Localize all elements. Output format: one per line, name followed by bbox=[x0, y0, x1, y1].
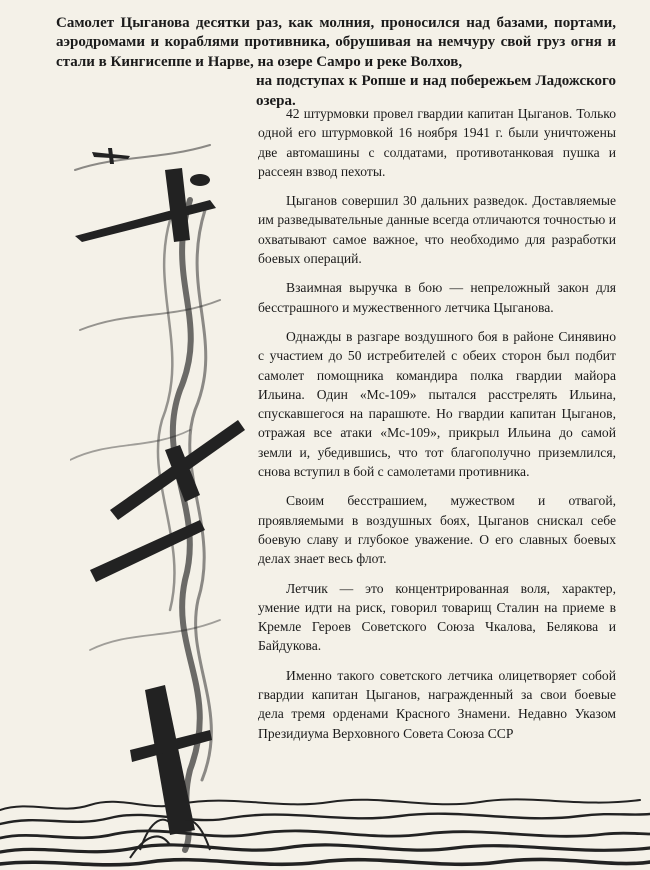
aircraft-combat-illustration bbox=[70, 130, 255, 860]
plane-top bbox=[75, 168, 216, 242]
paragraph-razvedki: Цыганов совершил 30 дальних разведок. Доставляемые им разведывательные данные всегда отличаются точностью и охватывают самое важное, что необходимо для разработки боевых операций. bbox=[258, 193, 616, 267]
paragraph-shturmovki: 42 штурмовки провел гвардии капитан Цыганов. Только одной его штурмовкой 16 ноября 1941 г. были уничтожены две автомашины с солдатами, противотанковая пушка и рассеян взвод пехоты. bbox=[258, 106, 616, 179]
paragraph-sinyavino: Однажды в разгаре воздушного боя в районе Синявино с участием до 50 истребителей с обеих сторон был подбит самолет помощника командира полка гвардии майора Ильина. Один «Мс-109» пытался расстрелять Ильина, спускавшегося на парашюте. Но гвардии капитан Цыганов, отражая все атаки «Мс-109», прикрыл Ильина до самой земли и, убедившись, что тот благополучно приземлился, снова вступил в бой с самолетами противника. bbox=[258, 328, 616, 480]
paragraph-ordena: Именно такого советского летчика олицетворяет собой гвардии капитан Цыганов, награжденный за свои боевые дела тремя орденами Красного Знамени. Недавно Указом Президиума Верховного Совета Союза ССР bbox=[258, 667, 616, 741]
intro-paragraph bbox=[56, 14, 616, 111]
paragraph-vyruchka: Взаимная выручка в бою — непреложный закон для бесстрашного и мужественного летчика Цыганова. bbox=[258, 280, 616, 315]
article-column bbox=[258, 104, 616, 753]
intro-lead: Самолет Цыганова десятки раз, как молния, проносился над базами, портами, аэродромами и кораблями противника, обрушивая на немчуру свой груз огня и стали в Кингисеппе и Нарве, на озере Самро и реке Волхов, bbox=[56, 15, 616, 70]
intro-tail: на подступах к Ропше и над побережьем Ладожского озера. bbox=[256, 73, 616, 109]
paragraph-stalin-quote: Летчик — это концентрированная воля, характер, умение идти на риск, говорил товарищ Сталин на приеме в Кремле Героев Советского Союза Чкалова, Белякова и Байдукова. bbox=[258, 580, 616, 654]
paragraph-slava: Своим бесстрашием, мужеством и отвагой, проявляемыми в воздушных боях, Цыганов снискал себе боевую славу и глубокое уважение. О его славных боевых делах знает весь флот. bbox=[258, 493, 616, 567]
sea-waves-illustration bbox=[0, 790, 650, 870]
